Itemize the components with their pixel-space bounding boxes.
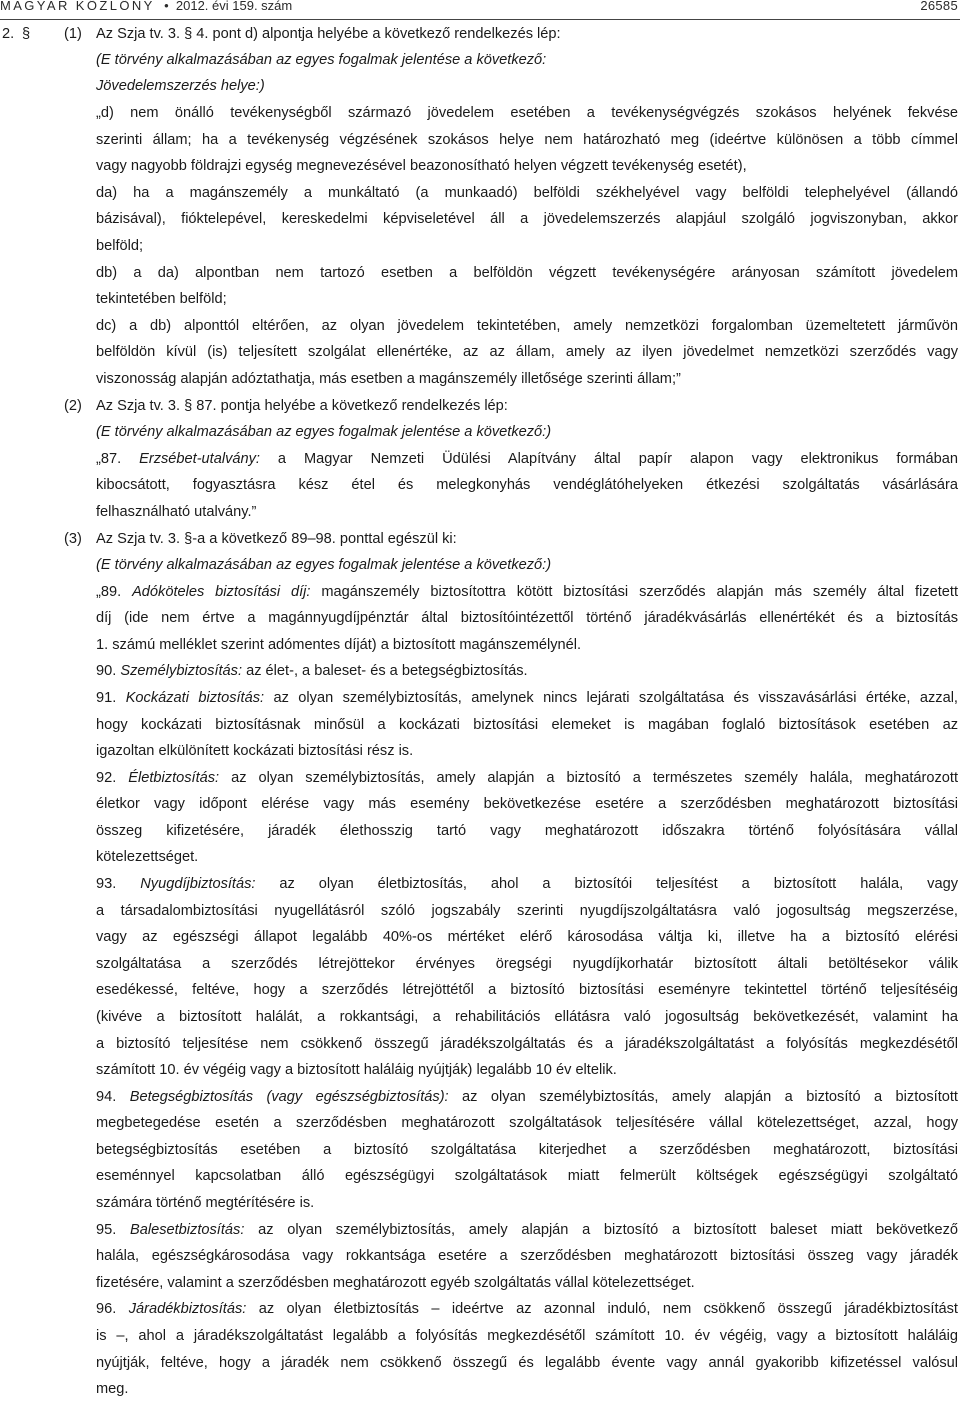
def-92-line-1: 92. Életbiztosítás: az olyan személybiztosítás, amely alapján a biztosító a természetes személy halála, meghatározott bbox=[96, 770, 958, 786]
paragraph-3-text: Az Szja tv. 3. §-a a következő 89–98. ponttal egészül ki: bbox=[96, 531, 457, 547]
issue-label: 2012. évi 159. szám bbox=[175, 0, 293, 13]
item-db-line-2: tekintetében belföld; bbox=[96, 291, 227, 307]
def-91-line-1: 91. Kockázati biztosítás: az olyan személybiztosítás, amelynek nincs lejárati szolgáltatása és visszavásárlási értéke, azzal, bbox=[96, 690, 958, 706]
def-93-line-8: számított 10. év végéig vagy a biztosított haláláig nyújtják) legalább 10 év eltelik. bbox=[96, 1062, 617, 1078]
def-93-line-5: esedékessé, feltéve, hogy a szerződés létrejöttétől a biztosító biztosítási eseményre tekintettel történő teljesítéséig bbox=[96, 982, 958, 998]
def-93-line-7: a biztosító teljesítése nem csökkenő összegű járadékszolgáltatás és a járadékszolgáltatást a folyósítás megkezdésétől bbox=[96, 1036, 958, 1052]
page-header bbox=[0, 0, 960, 20]
item-db-line-1: db) a da) alpontban nem tartozó esetben a belföldön végzett tevékenységére arányosan számított jövedelem bbox=[96, 265, 958, 281]
def-94-line-5: számára történő megtérítésére is. bbox=[96, 1195, 315, 1211]
paragraph-1-text: Az Szja tv. 3. § 4. pont d) alpontja helyébe a következő rendelkezés lép: bbox=[96, 26, 561, 42]
header-rule bbox=[0, 19, 960, 20]
def-92-line-3: összeg kifizetésére, járadék élethosszig tartó vagy meghatározott időszakra történő folyósítására vállal bbox=[96, 823, 958, 839]
item-da-line-2: bázisával), fióktelepével, kereskedelmi képviseletével áll a jövedelemszerzés alapjául szolgáló jogviszonyban, akkor bbox=[96, 211, 958, 227]
def-93-line-2: a társadalombiztosítási nyugellátásról szóló jogszabály szerinti nyugdíjszolgáltatásra való jogosultság megszerzése, bbox=[96, 903, 958, 919]
def-87-line-3: felhasználható utalvány.” bbox=[96, 504, 257, 520]
item-d-line-2: szerinti állam; ha a tevékenység végzésének szokásos helye nem határozható meg (ideértve különösen a több címmel bbox=[96, 132, 958, 148]
page-number: 26585 bbox=[920, 0, 958, 13]
journal-title: MAGYAR KÖZLÖNY bbox=[0, 0, 155, 13]
def-93-line-4: szolgáltatása a szerződés létrejöttekor érvényes öregségi nyugdíjkorhatár biztosított általi betöltésekor válik bbox=[96, 956, 958, 972]
def-91-line-2: hogy kockázati biztosításnak minősül a kockázati biztosítási elemeket is magában foglaló biztosítások esetében az bbox=[96, 717, 958, 733]
def-87-line-1: „87. Erzsébet-utalvány: a Magyar Nemzeti Üdülési Alapítvány által papír alapon vagy elektronikus formában bbox=[96, 451, 958, 467]
def-95-line-3: fizetésére, valamint a szerződésben meghatározott egyéb szolgáltatás vállal kötelezettséget. bbox=[96, 1275, 695, 1291]
item-da-line-3: belföld; bbox=[96, 238, 144, 254]
paragraph-2-number: (2) bbox=[64, 398, 82, 414]
paragraph-2-intro: (E törvény alkalmazásában az egyes fogalmak jelentése a következő:) bbox=[96, 424, 552, 440]
def-93-line-1: 93. Nyugdíjbiztosítás: az olyan életbiztosítás, ahol a biztosítói teljesítést a biztosított halála, vagy bbox=[96, 876, 958, 892]
def-96-line-1: 96. Járadékbiztosítás: az olyan életbiztosítás – ideértve az azonnal induló, nem csökkenő összegű járadékbiztosítást bbox=[96, 1301, 958, 1317]
def-93-line-3: vagy az egészségi állapot legalább 40%-os mértéket elérő károsodása váltja ki, illetve ha a biztosító elérési bbox=[96, 929, 958, 945]
def-92-line-4: kötelezettséget. bbox=[96, 849, 199, 865]
def-96-line-4: meg. bbox=[96, 1381, 129, 1397]
item-d-line-1: „d) nem önálló tevékenységből származó jövedelem esetében a tevékenységvégzés szokásos helyének fekvése bbox=[96, 105, 958, 121]
def-94-line-2: megbetegedése esetén a szerződésben meghatározott szolgáltatások teljesítésére vállal kötelezettséget, azzal, hogy bbox=[96, 1115, 958, 1131]
def-91-line-3: igazoltan elkülönített kockázati biztosítási rész is. bbox=[96, 743, 414, 759]
def-95-line-1: 95. Balesetbiztosítás: az olyan személybiztosítás, amely alapján a biztosító a biztosított baleset miatt bekövetkező bbox=[96, 1222, 958, 1238]
section-number: 2. § bbox=[2, 21, 14, 48]
def-95-line-2: halála, egészségkárosodása vagy rokkantsága esetére a szerződésben meghatározott biztosítási összeg vagy járadék bbox=[96, 1248, 958, 1264]
paragraph-1-intro-1: (E törvény alkalmazásában az egyes fogalmak jelentése a következő: bbox=[96, 52, 547, 68]
def-92-line-2: életkor vagy időpont elérése vagy más esemény bekövetkezése esetére a szerződésben meghatározott biztosítási bbox=[96, 796, 958, 812]
def-93-line-6: (kivéve a biztosított halálát, a rokkantsági, a rehabilitációs ellátásra való jogosultság bekövetkezését, valamint ha bbox=[96, 1009, 958, 1025]
item-d-line-3: vagy nagyobb földrajzi egység megnevezésével beazonosítható helyen végzett tevékenység esetét), bbox=[96, 158, 747, 174]
def-90-line-1: 90. Személybiztosítás: az élet-, a baleset- és a betegségbiztosítás. bbox=[96, 663, 528, 679]
item-dc-line-1: dc) a db) alponttól eltérően, az olyan jövedelem tekintetében, amely nemzetközi forgalomban üzemeltetett járművön bbox=[96, 318, 958, 334]
def-94-line-3: betegségbiztosítás esetében a biztosító szolgáltatása kiterjedhet a szerződésben meghatározott, biztosítási bbox=[96, 1142, 958, 1158]
def-96-line-3: nyújtják, feltéve, hogy a járadék nem csökkenő összegű és legalább évente vagy annál gyakoribb kifizetéssel valósul bbox=[96, 1355, 958, 1371]
item-dc-line-2: belföldön kívül (is) teljesített szolgálat ellenértéke, az az állam, amely az ilyen jövedelmet nemzetközi szerződés vagy bbox=[96, 344, 958, 360]
item-dc-line-3: viszonosság alapján adóztathatja, más esetben a magánszemély illetősége szerinti állam;” bbox=[96, 371, 681, 387]
running-head: MAGYAR KÖZLÖNY • 2012. évi 159. szám bbox=[0, 0, 293, 13]
item-da-line-1: da) ha a magánszemély a munkáltató (a munkaadó) belföldi székhelyével vagy belföldi telephelyével (állandó bbox=[96, 185, 958, 201]
def-89-line-2: díj (ide nem értve a magánnyugdíjpénztár által biztosítóintézettől történő járadékvásárlás ellenértékét és a biztosítás bbox=[96, 610, 958, 626]
paragraph-3-intro: (E törvény alkalmazásában az egyes fogalmak jelentése a következő:) bbox=[96, 557, 552, 573]
paragraph-3-number: (3) bbox=[64, 531, 82, 547]
def-94-line-1: 94. Betegségbiztosítás (vagy egészségbiztosítás): az olyan személybiztosítás, amely alapján a biztosító a biztosított bbox=[96, 1089, 958, 1105]
paragraph-2-text: Az Szja tv. 3. § 87. pontja helyébe a következő rendelkezés lép: bbox=[96, 398, 508, 414]
paragraph-1-intro-2: Jövedelemszerzés helye:) bbox=[96, 78, 265, 94]
def-89-line-3: 1. számú melléklet szerint adómentes díját) a biztosított magánszemélynél. bbox=[96, 637, 582, 653]
def-87-line-2: kibocsátott, fogyasztásra kész étel és melegkonyhás vendéglátóhelyeken étkezési szolgáltatás vásárlására bbox=[96, 477, 958, 493]
section-sign: § bbox=[22, 26, 31, 42]
paragraph-1-number: (1) bbox=[64, 26, 82, 42]
def-96-line-2: is –, ahol a járadékszolgáltatást legalább a folyósítás megkezdésétől számított 10. év végéig, vagy a biztosított haláláig bbox=[96, 1328, 958, 1344]
def-89-line-1: „89. Adóköteles biztosítási díj: magánszemély biztosítottra kötött biztosítási szerződés alapján más személy által fizetett bbox=[96, 584, 958, 600]
def-94-line-4: eseménnyel kapcsolatban álló egészségügyi szolgáltatások miatt felmerült költségek egészségügyi szolgáltató bbox=[96, 1168, 958, 1184]
